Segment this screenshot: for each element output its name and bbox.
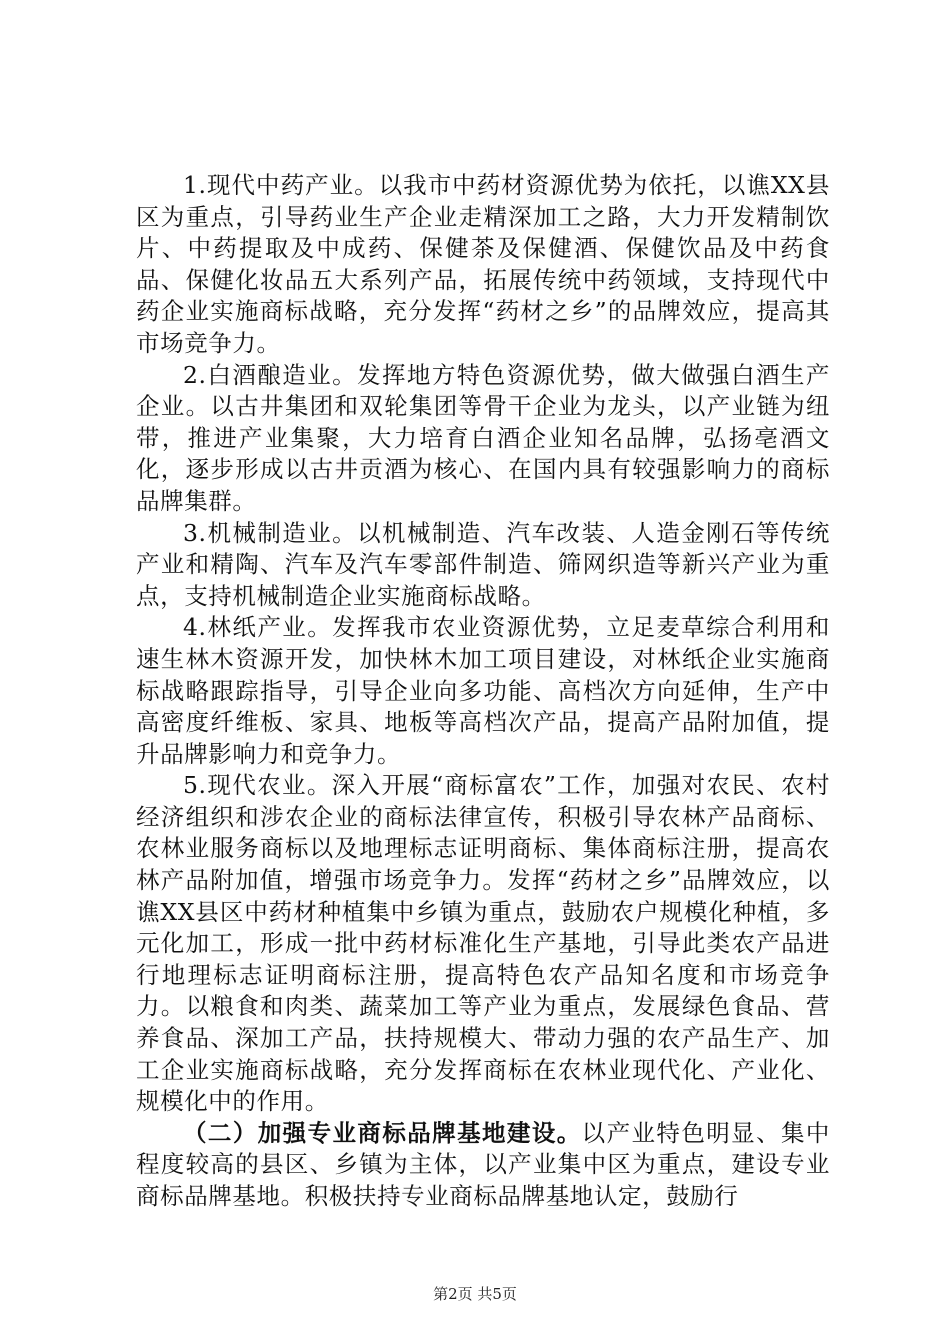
section-heading: （二）加强专业商标品牌基地建设。 bbox=[183, 1118, 582, 1147]
paragraph-tcm-industry: 1.现代中药产业。以我市中药材资源优势为依托，以谯XX县区为重点，引导药业生产企业走精深加工之路，大力开发精制饮片、中药提取及中成药、保健茶及保健酒、保健饮品及中药食品、保健化妆品五大系列产品，拓展传统中药领域，支持现代中药企业实施商标战略，充分发挥“药材之乡”的品牌效应，提高其市场竞争力。 bbox=[136, 171, 830, 357]
paragraph-section-two bbox=[136, 1118, 830, 1213]
paragraph-modern-agriculture: 5.现代农业。深入开展“商标富农”工作，加强对农民、农村经济组织和涉农企业的商标法律宣传，积极引导农林产品商标、农林业服务商标以及地理标志证明商标、集体商标注册，提高农林产品附加值，增强市场竞争力。发挥“药材之乡”品牌效应，以谯XX县区中药材种植集中乡镇为重点，鼓励农户规模化种植，多元化加工，形成一批中药材标准化生产基地，引导此类农产品进行地理标志证明商标注册，提高特色农产品知名度和市场竞争力。以粮食和肉类、蔬菜加工等产业为重点，发展绿色食品、营养食品、深加工产品，扶持规模大、带动力强的农产品生产、加工企业实施商标战略，充分发挥商标在农林业现代化、产业化、规模化中的作用。 bbox=[136, 771, 830, 1116]
page-footer: 第2页 共5页 bbox=[433, 1285, 517, 1303]
paragraph-forestry-paper-industry: 4.林纸产业。发挥我市农业资源优势，立足麦草综合利用和速生林木资源开发，加快林木加工项目建设，对林纸企业实施商标战略跟踪指导，引导企业向多功能、高档次方向延伸，生产中高密度纤维板、家具、地板等高档次产品，提高产品附加值，提升品牌影响力和竞争力。 bbox=[136, 613, 830, 768]
paragraph-machinery-industry: 3.机械制造业。以机械制造、汽车改装、人造金刚石等传统产业和精陶、汽车及汽车零部件制造、筛网织造等新兴产业为重点，支持机械制造企业实施商标战略。 bbox=[136, 518, 830, 610]
document-body bbox=[136, 170, 830, 1213]
section-body: 以产业特色明显、集中程度较高的县区、乡镇为主体，以产业集中区为重点，建设专业商标品牌基地。积极扶持专业商标品牌基地认定，鼓励行 bbox=[136, 1118, 830, 1210]
paragraph-liquor-industry: 2.白酒酿造业。发挥地方特色资源优势，做大做强白酒生产企业。以古井集团和双轮集团等骨干企业为龙头，以产业链为纽带，推进产业集聚，大力培育白酒企业知名品牌，弘扬亳酒文化，逐步形成以古井贡酒为核心、在国内具有较强影响力的商标品牌集群。 bbox=[136, 360, 830, 515]
